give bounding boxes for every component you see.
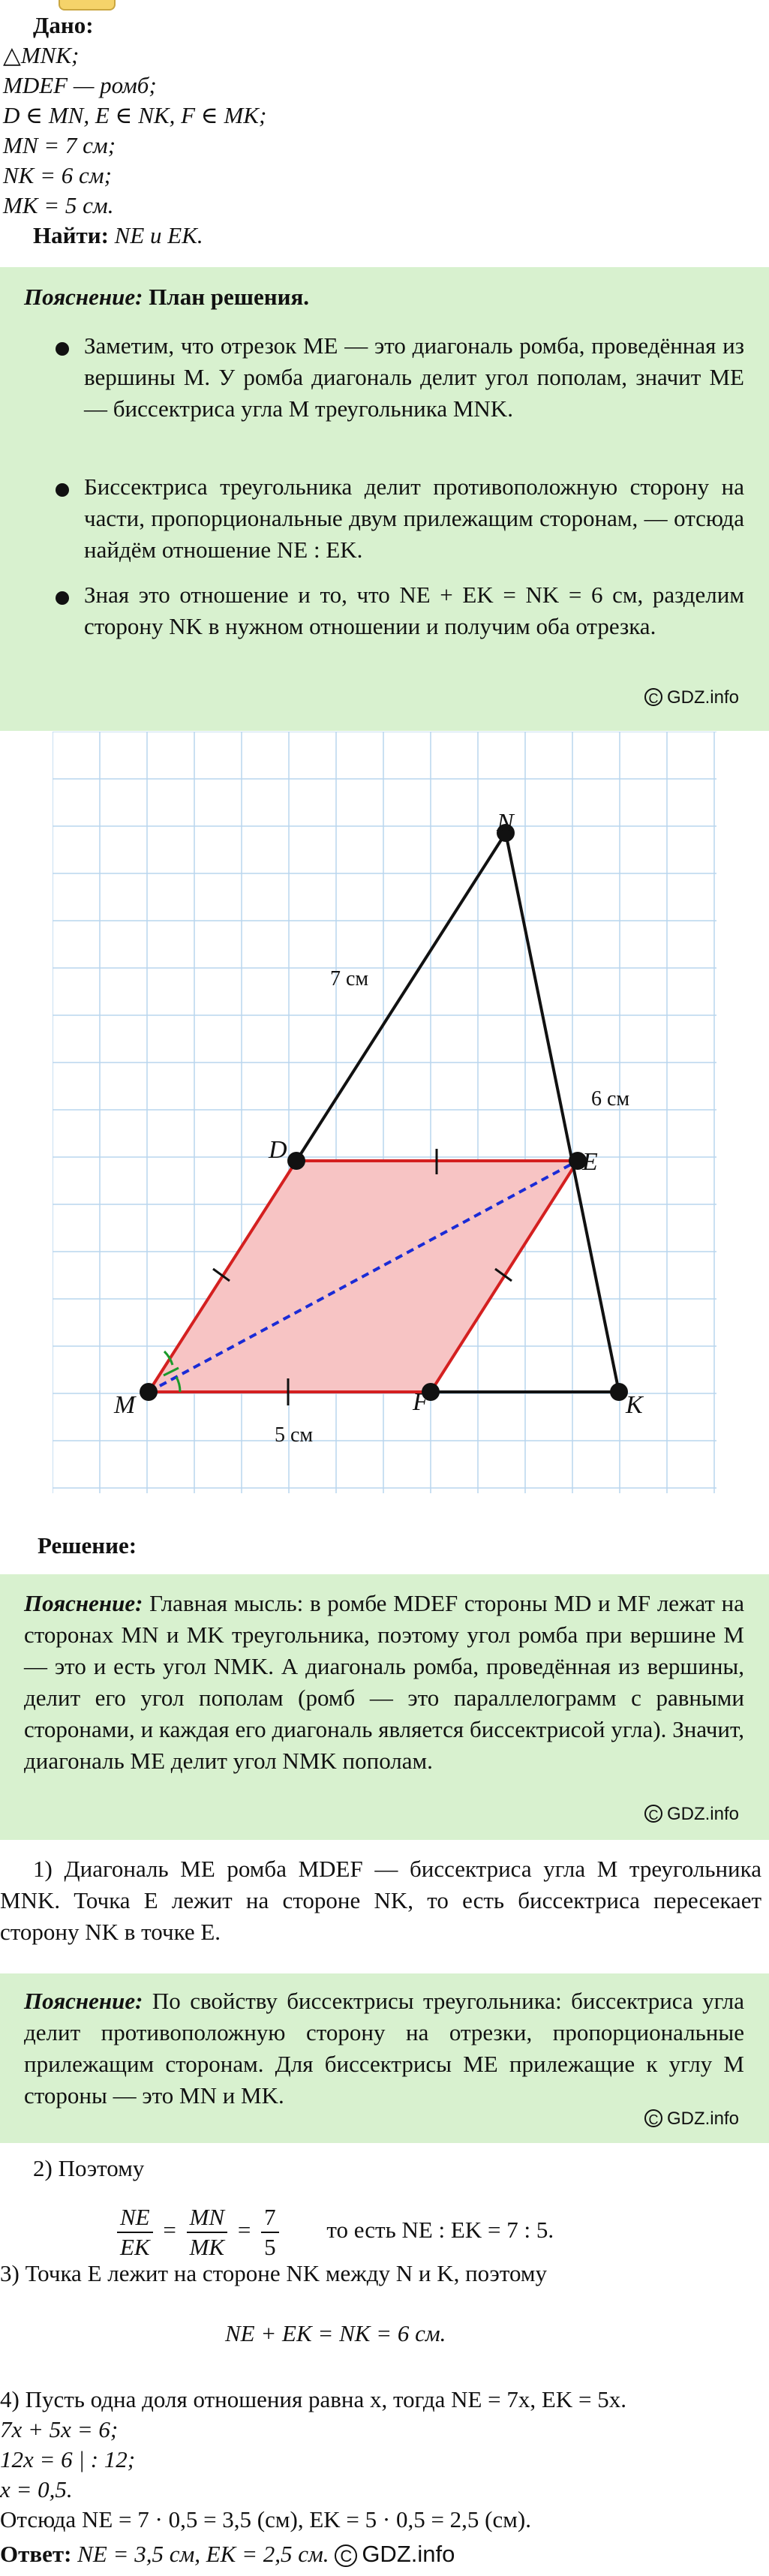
answer-line (0, 2539, 455, 2569)
copyright-icon: C (644, 688, 662, 706)
hint-box-1 (0, 1574, 769, 1840)
bullet-dot (56, 591, 69, 605)
bullet-dot (56, 483, 69, 497)
bullet-dot (56, 342, 69, 356)
equals-sign: = (237, 2217, 251, 2243)
hint2-credit-text: GDZ.info (666, 2109, 739, 2129)
answer-label: Ответ: (0, 2541, 72, 2567)
step1-paragraph: 1) Диагональ ME ромба MDEF — биссектриса угла M треугольника MNK. Точка E лежит на стороне NK, то есть биссектриса пересекает сторону NK в точке E. (0, 1856, 761, 1945)
given-line: D ∈ MN, E ∈ NK, F ∈ MK; (3, 102, 267, 128)
hint2-paragraph (24, 1985, 744, 2112)
copyright-icon: C (644, 2109, 662, 2127)
fraction-7-5 (261, 2203, 279, 2262)
hint2-credit (644, 2109, 739, 2130)
segment-dn (296, 833, 506, 1161)
step4-line: x = 0,5. (0, 2476, 73, 2502)
step2-label: 2) Поэтому (33, 2155, 145, 2181)
hint2-text: По свойству биссектрисы треугольника: биссектриса угла делит противоположную сторону на отрезки, пропорциональные прилежащим сторонам. Для биссектрисы ME прилежащие к углу M стороны — это MN и MK. (24, 1988, 744, 2109)
find-line (33, 221, 203, 251)
geometry-figure (53, 732, 716, 1493)
hint1-credit-text: GDZ.info (666, 1804, 739, 1824)
fraction-den: 5 (264, 2233, 276, 2260)
given-line: △MNK; (3, 42, 80, 68)
find-label: Найти: (33, 222, 109, 248)
given-line: MK = 5 см. (3, 192, 114, 218)
fraction-num: NE (117, 2203, 153, 2233)
hint1-credit (644, 1804, 739, 1825)
solution-title: Решение: (38, 1532, 137, 1559)
plan-bullet-2: Биссектриса треугольника делит противоположную сторону на части, пропорциональные двум прилежащим сторонам, — отсюда найдём отношение NE : EK. (84, 473, 744, 563)
label-m: M (114, 1391, 136, 1419)
given-line: MDEF — ромб; (3, 72, 157, 98)
hint1-paragraph (24, 1588, 744, 1777)
hint1-label: Пояснение: (24, 1590, 143, 1616)
fraction-ne-ek (117, 2203, 153, 2262)
step4-line: 7x + 5x = 6; (0, 2416, 119, 2442)
plan-title-bold: План решения. (149, 284, 309, 310)
label-d: D (269, 1136, 287, 1164)
step2-formula (113, 2199, 554, 2262)
segment-nk (506, 833, 619, 1392)
given-title: Дано: (33, 12, 94, 38)
step3-text: 3) Точка E лежит на стороне NK между N и K, поэтому (0, 2260, 548, 2286)
label-mn-length: 7 см (330, 967, 369, 990)
label-nk-length: 6 см (591, 1087, 630, 1111)
step4-line: 12x = 6 | : 12; (0, 2446, 136, 2472)
hint1-text: Главная мысль: в ромбе MDEF стороны MD и MF лежат на сторонах MN и MK треугольника, поэтому угол ромба при вершине M — это и есть угол NMK. А диагональ ромба, проведённая из вершины, делит его угол пополам (ромб — это параллелограмм с равными сторонами, и каждая его диагональ является биссектрисой угла). Значит, диагональ ME делит угол NMK пополам. (24, 1590, 744, 1774)
plan-title (24, 282, 309, 312)
hint2-label: Пояснение: (24, 1988, 143, 2014)
point-m (140, 1383, 158, 1401)
copyright-icon: C (335, 2544, 357, 2567)
plan-credit-text: GDZ.info (666, 687, 739, 708)
fraction-num: MN (187, 2203, 228, 2233)
point-d (287, 1152, 305, 1170)
label-mk-length: 5 см (275, 1423, 314, 1447)
copyright-icon: C (644, 1805, 662, 1823)
plan-credit (644, 687, 739, 708)
plan-bullet-1: Заметим, что отрезок ME — это диагональ ромба, проведённая из вершины M. У ромба диагональ делит угол пополам, значит ME — биссектриса угла M треугольника MNK. (84, 332, 744, 422)
step4-text: 4) Пусть одна доля отношения равна x, тогда NE = 7x, EK = 5x. (0, 2386, 626, 2412)
answer-text: NE = 3,5 см, EK = 2,5 см. (77, 2541, 329, 2567)
given-line: MN = 7 см; (3, 132, 116, 158)
step2-tail: то есть NE : EK = 7 : 5. (326, 2217, 554, 2243)
plan-box (0, 267, 769, 731)
fraction-num: 7 (261, 2203, 279, 2233)
step3-formula: NE + EK = NK = 6 см. (225, 2320, 446, 2346)
find-value: NE и EK. (114, 222, 203, 248)
label-e: E (582, 1148, 598, 1176)
label-k: K (626, 1391, 643, 1419)
plan-bullet-3: Зная это отношение и то, что NE + EK = NK = 6 см, разделим сторону NK в нужном отношении и получим оба отрезка. (84, 582, 744, 639)
given-line: NK = 6 см; (3, 162, 112, 188)
fraction-den: MK (189, 2233, 225, 2260)
answer-credit: GDZ.info (362, 2541, 455, 2567)
equals-sign: = (163, 2217, 176, 2243)
fraction-mn-mk (187, 2203, 228, 2262)
plan-title-italic: Пояснение: (24, 284, 143, 310)
step4-line: Отсюда NE = 7 · 0,5 = 3,5 (см), EK = 5 · 0,5 = 2,5 (см). (0, 2506, 531, 2532)
hint-box-2 (0, 1973, 769, 2143)
label-n: N (497, 809, 514, 837)
logo-tab (59, 0, 116, 11)
label-f: F (413, 1388, 428, 1416)
fraction-den: EK (120, 2233, 150, 2260)
